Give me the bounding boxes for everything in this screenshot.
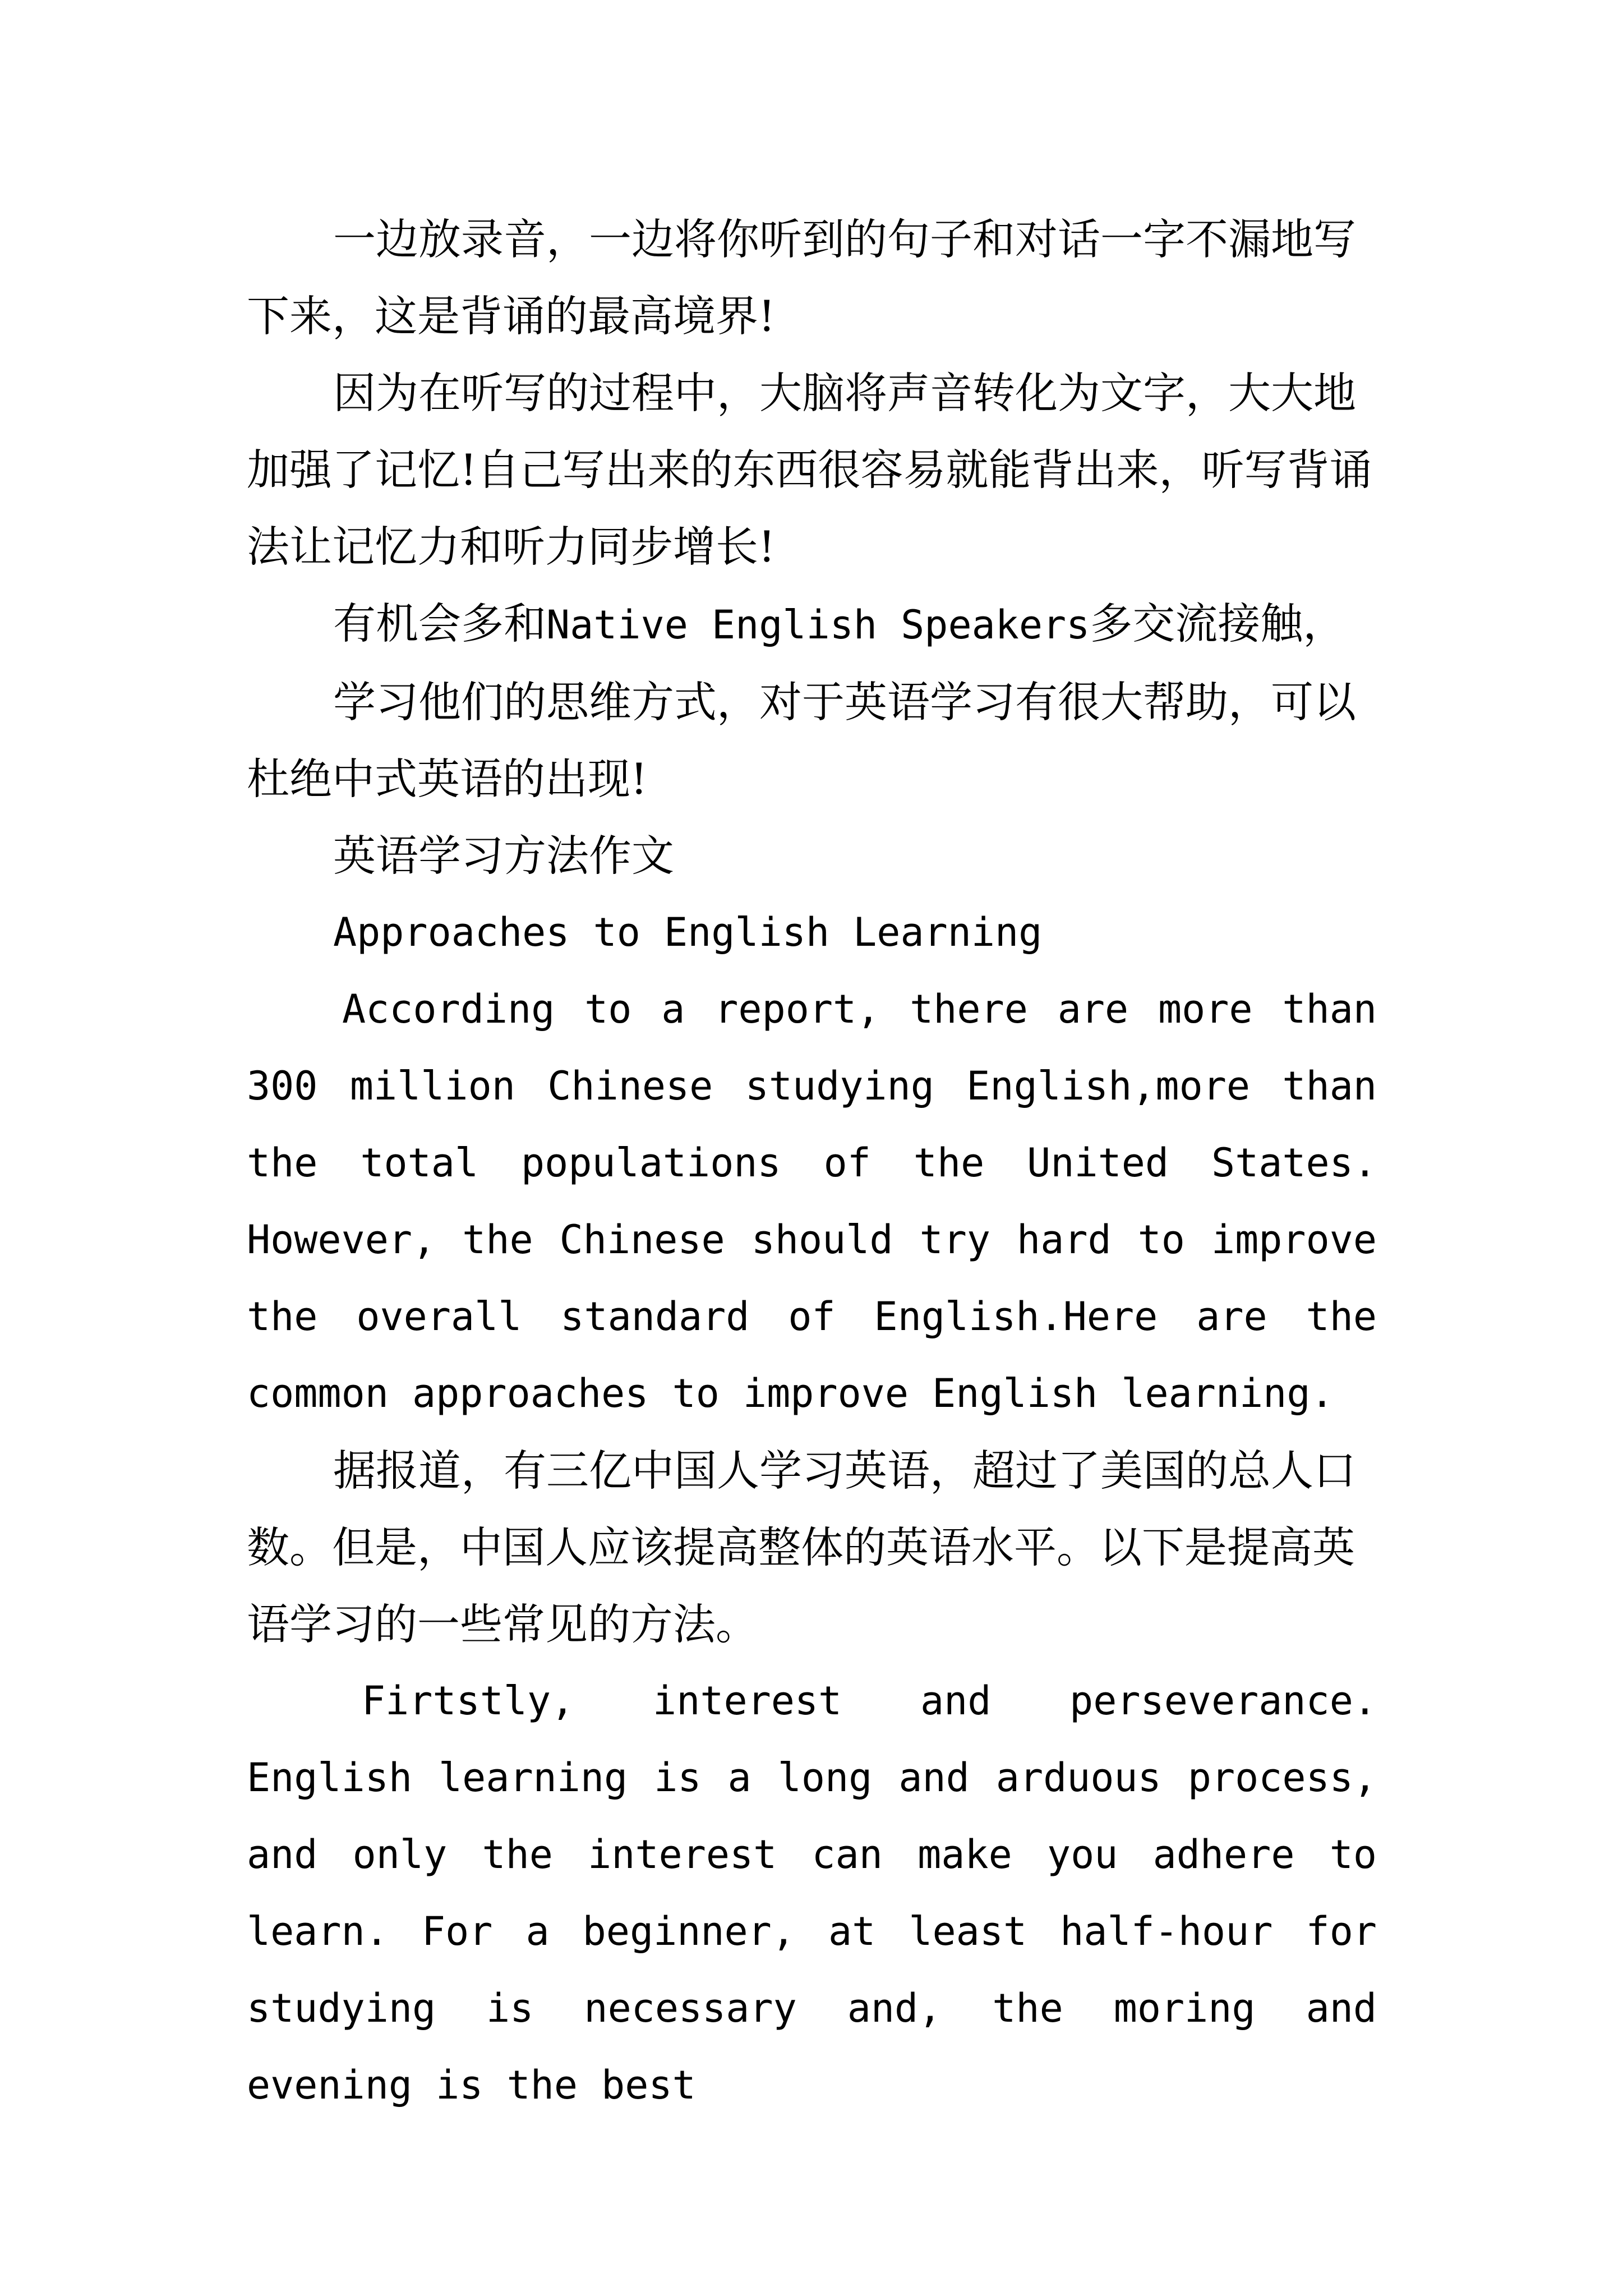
- document-body: [247, 201, 1377, 2124]
- native-speakers-suffix: 多交流接触，: [1090, 599, 1346, 648]
- native-speakers-term: Native English Speakers: [546, 602, 1090, 648]
- paragraph-thinking-style: 学习他们的思维方式，对于英语学习有很大帮助，可以杜绝中式英语的出现!: [247, 677, 1356, 804]
- native-speakers-prefix: 有机会多和: [333, 599, 546, 648]
- paragraph-dictation-intro: 一边放录音，一边将你听到的句子和对话一字不漏地写下来，这是背诵的最高境界!: [247, 214, 1356, 341]
- paragraph-report-chinese: 据报道，有三亿中国人学习英语，超过了美国的总人口数。但是，中国人应该提高整体的英语水平。以下是提高英语学习的一些常见的方法。: [247, 1446, 1356, 1649]
- section-title-english: Approaches to English Learning: [333, 909, 1043, 955]
- paragraph-dictation-benefit: 因为在听写的过程中，大脑将声音转化为文字，大大地加强了记忆!自己写出来的东西很容易就能背出来，听写背诵法让记忆力和听力同步增长!: [247, 368, 1372, 572]
- section-title-chinese: 英语学习方法作文: [333, 831, 674, 881]
- paragraph-native-speakers: [247, 585, 1377, 664]
- paragraph-report-english: According to a report, there are more than 300 million Chinese studying English,more than the total populations of the United States. However, the Chinese should try hard to improve the overall standard of English.Here are the common approaches to improve English learning.: [247, 986, 1377, 1416]
- paragraph-firstly-english: Firtstly, interest and perseverance. English learning is a long and arduous process, and only the interest can make you adhere to learn. For a beginner, at least half-hour for studying is necessary and, the moring and evening is the best: [247, 1678, 1377, 2108]
